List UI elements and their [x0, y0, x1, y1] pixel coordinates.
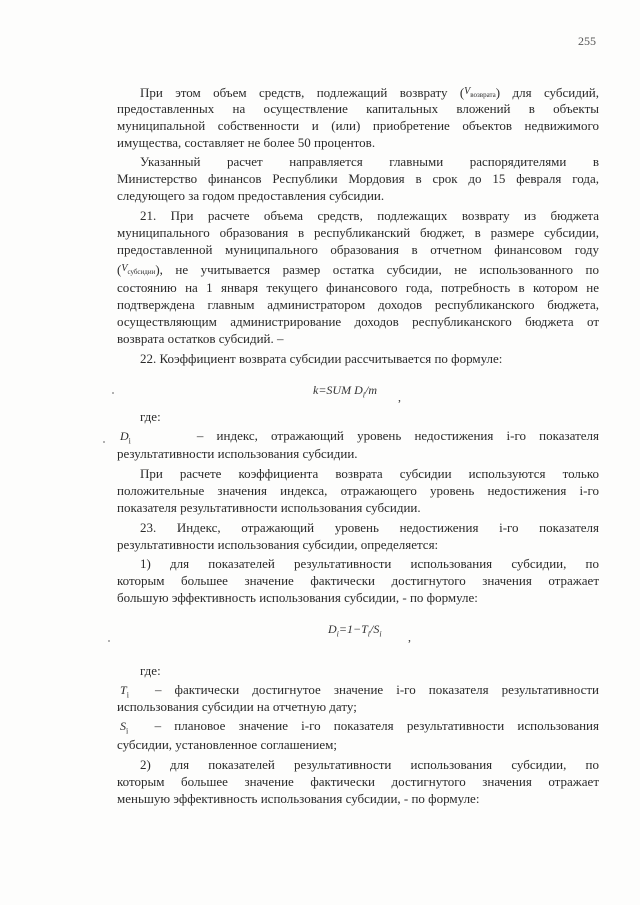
scan-speck: [112, 392, 114, 394]
formula-k-comma: ,: [398, 390, 401, 404]
text-line-33: 2) для показателей результативности использования субсидии, по: [140, 757, 599, 772]
text-line-1: При этом объем средств, подлежащий возврату $(V_{возврата})$ для субсидий,: [140, 84, 599, 103]
symbol-ti: $T_i$: [120, 683, 129, 700]
text-line-34: которым большее значение фактически достигнутого значения отражает: [117, 774, 599, 789]
text-line-22: показателя результативности использования субсидии.: [117, 500, 421, 515]
text-line-8: 21. При расчете объема средств, подлежащих возврату из бюджета: [140, 208, 599, 223]
page-number: 255: [578, 34, 596, 48]
text-line-19: результативности использования субсидии.: [117, 446, 358, 461]
text-line-6: Министерство финансов Республики Мордовия в срок до 15 февраля года,: [117, 171, 599, 186]
text-line-15: возврата остатков субсидий. –: [117, 331, 284, 346]
text-line-31: $S_i$ – плановое значение i-го показателя результативности использования: [120, 718, 599, 736]
symbol-v-subsidii: $V_{субсидии}$: [121, 263, 156, 276]
symbol-si: $S_i$: [120, 719, 129, 736]
text-line-18: $D_i$ – индекс, отражающий уровень недостижения i-го показателя: [120, 428, 600, 446]
scan-speck: [108, 640, 110, 642]
text-line-30: использования субсидии на отчетную дату;: [117, 699, 357, 714]
text-line-27: большую эффективность использования субсидии, - по формуле:: [117, 590, 478, 605]
text-line-16: 22. Коэффициент возврата субсидии рассчитывается по формуле:: [140, 351, 503, 366]
text-line-10: предоставленной муниципального образования в отчетном финансовом году: [117, 242, 599, 257]
text-line-13: подтверждена главным администратором доходов республиканского бюджета,: [117, 297, 599, 312]
text-line-3: муниципальной собственности и (или) приобретение объектов недвижимого: [117, 118, 599, 133]
scan-speck: [103, 441, 105, 443]
text-line-11: $(V_{субсидии})$, не учитывается размер остатка субсидии, не использованного по: [117, 261, 599, 280]
text-line-23: 23. Индекс, отражающий уровень недостижения i-го показателя: [140, 520, 599, 535]
formula-k: k=SUM $D_i/m$: [313, 383, 377, 400]
text-line-35: меньшую эффективность использования субсидии, - по формуле:: [117, 791, 480, 806]
formula-di: $D_i=1-T_i/S_i$: [328, 622, 382, 639]
text-line-4: имущества, составляет не более 50 процентов.: [117, 135, 376, 150]
formula-di-comma: ,: [408, 630, 411, 644]
text-line-7: следующего за годом предоставления субсидии.: [117, 188, 385, 203]
symbol-v-vozvrata: $V_{возврата}$: [464, 86, 496, 99]
text-line-12: состоянию на 1 января текущего финансового года, потребность в котором не: [117, 280, 599, 295]
text-line-25: 1) для показателей результативности использования субсидии, по: [140, 556, 599, 571]
text-line-9: муниципального образования в республиканский бюджет, в размере субсидии,: [117, 225, 599, 240]
text-line-14: осуществляющим администрирование доходов республиканского бюджета от: [117, 314, 599, 329]
text-line-2: предоставленных на осуществление капитальных вложений в объекты: [117, 101, 599, 116]
text-line-29: $T_i$ – фактически достигнутое значение i-го показателя результативности: [120, 682, 599, 700]
text-line-32: субсидии, установленное соглашением;: [117, 737, 337, 752]
text-line-26: которым большее значение фактически достигнутого значения отражает: [117, 573, 599, 588]
symbol-di: $D_i$: [120, 429, 131, 446]
text-line-20: При расчете коэффициента возврата субсидии используются только: [140, 466, 599, 481]
text-line-17: где:: [140, 409, 161, 424]
text-line-5: Указанный расчет направляется главными распорядителями в: [140, 154, 599, 169]
text-line-28: где:: [140, 663, 161, 678]
text-line-21: положительные значения индекса, отражающего уровень недостижения i-го: [117, 483, 599, 498]
text-line-24: результативности использования субсидии, определяется:: [117, 537, 439, 552]
